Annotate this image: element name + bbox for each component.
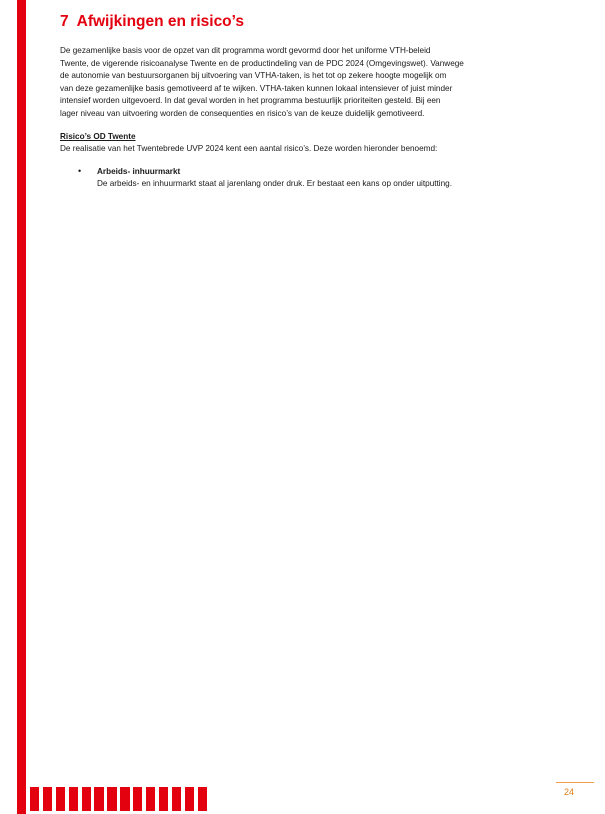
chapter-title: Afwijkingen en risico’s: [76, 13, 245, 30]
body-line: lager niveau van uitvoering worden de consequenties en risico’s van de keuze duidelijk gemotiveerd.: [60, 108, 425, 118]
footer-stripe: [120, 787, 129, 811]
risk-title: Arbeids- inhuurmarkt: [97, 166, 181, 176]
page-number-rule: [556, 782, 594, 783]
body-line: intensief worden uitgevoerd. In dat geval worden in het programma bestuurlijk prioriteiten gesteld. Bij een: [60, 96, 441, 106]
footer-stripe: [133, 787, 142, 811]
left-accent-bar: [17, 0, 26, 814]
footer-stripe: [107, 787, 116, 811]
chapter-number: 7: [60, 13, 69, 30]
body-paragraph: [60, 45, 540, 121]
footer-stripe: [198, 787, 207, 811]
chapter-heading: [60, 12, 540, 32]
body-line: de autonomie van bestuursorganen bij uitvoering van VTHA-taken, is het tot op zekere hoogte mogelijk om: [60, 71, 447, 81]
footer-stripe: [172, 787, 181, 811]
footer-stripe: [30, 787, 39, 811]
footer-stripe: [185, 787, 194, 811]
section-heading: Risico’s OD Twente: [60, 131, 136, 141]
bullet-icon: •: [78, 165, 82, 176]
body-line: van deze gezamenlijke basis gemotiveerd af te wijken. VTHA-taken kunnen lokaal intensiever of juist minder: [60, 83, 453, 93]
footer-stripe: [159, 787, 168, 811]
footer-stripe: [146, 787, 155, 811]
section-intro: De realisatie van het Twentebrede UVP 2024 kent een aantal risico’s. Deze worden hieronder benoemd:: [60, 143, 438, 153]
page-content: [60, 12, 540, 190]
list-item: [60, 166, 540, 190]
footer-stripe: [82, 787, 91, 811]
footer-stripe: [43, 787, 52, 811]
footer-stripe: [56, 787, 65, 811]
risk-description: De arbeids- en inhuurmarkt staat al jarenlang onder druk. Er bestaat een kans op onder uitputting.: [97, 178, 453, 188]
body-line: Twente, de vigerende risicoanalyse Twente en de productindeling van de PDC 2024 (Omgevingswet). Vanwege: [60, 58, 464, 68]
body-line: De gezamenlijke basis voor de opzet van dit programma wordt gevormd door het uniforme VTH-beleid: [60, 46, 431, 55]
risk-list: [60, 166, 540, 190]
footer-stripe: [94, 787, 103, 811]
page-number: 24: [564, 787, 575, 797]
footer-stripe: [69, 787, 78, 811]
footer-stripe-decoration: [30, 787, 207, 811]
